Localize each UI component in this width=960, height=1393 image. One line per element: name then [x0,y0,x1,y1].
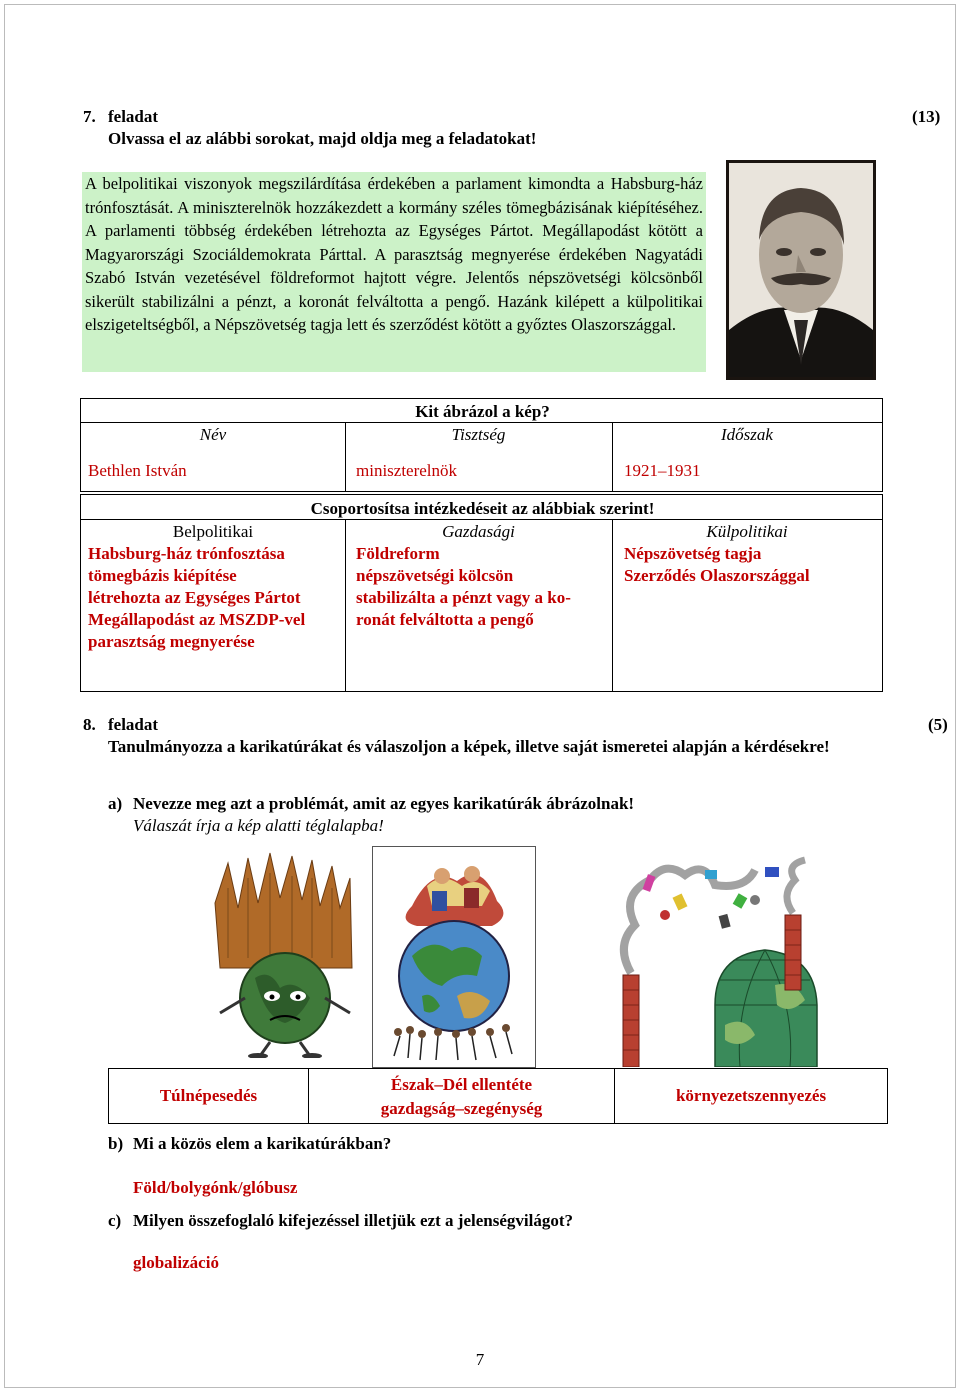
task7-points: (13) [912,107,941,126]
domestic-item: parasztság megnyerése [88,632,255,651]
qa-question: Nevezze meg azt a problémát, amit az egyes karikatúrák ábrázolnak! [133,794,635,813]
qc-question: Milyen összefoglaló kifejezéssel illetjük ezt a jelenségvilágot? [133,1211,573,1230]
answer-overpopulation: Túlnépesedés [159,1086,258,1105]
answer-pollution: környezetszennyezés [675,1086,827,1105]
foreign-item: Szerződés Olaszországgal [624,566,810,585]
economic-item: ronát felváltotta a pengő [356,610,534,629]
who-header-office: Tisztség [451,425,506,444]
who-question: Kit ábrázol a kép? [415,402,550,421]
who-header-name: Név [199,425,227,444]
task7-number: 7. [83,107,96,126]
domestic-item: Habsburg-ház trónfosztása [88,544,285,563]
qc-letter: c) [108,1211,122,1230]
north-south-cartoon-icon [372,846,536,1068]
task7-label: feladat [108,107,159,126]
task8-number: 8. [83,715,96,734]
portrait-photo [726,160,876,380]
qb-question: Mi a közös elem a karikatúrákban? [133,1134,392,1153]
who-answer-period: 1921–1931 [624,461,701,480]
economic-item: népszövetségi kölcsön [356,566,514,585]
who-answer-office: miniszterelnök [356,461,458,480]
who-header-period: Időszak [721,425,773,444]
answer-rich-poor: gazdagság–szegénység [380,1099,543,1118]
task8-label: feladat [108,715,159,734]
overpopulation-cartoon-icon [200,848,370,1058]
group-header-economic: Gazdasági [442,522,515,541]
who-answer-name: Bethlen István [88,461,187,480]
page-number: 7 [475,1350,485,1369]
qa-letter: a) [108,794,123,813]
domestic-item: létrehozta az Egységes Pártot [88,588,301,607]
answers-box [108,1068,888,1124]
group-col-foreign [624,543,810,587]
group-question: Csoportosítsa intézkedéseit az alábbiak szerint! [310,499,655,518]
qc-answer: globalizáció [133,1253,219,1272]
group-col-domestic [88,543,305,653]
qa-hint: Válaszát írja a kép alatti téglalapba! [133,816,384,835]
task7-instruction: Olvassa el az alábbi sorokat, majd oldja meg a feladatokat! [108,129,537,148]
task8-points: (5) [928,715,948,734]
group-header-domestic: Belpolitikai [172,522,254,541]
answer-north-south: Észak–Dél ellentéte [390,1075,533,1094]
domestic-item: tömegbázis kiépítése [88,566,237,585]
qb-answer: Föld/bolygónk/glóbusz [133,1178,298,1197]
group-table [80,494,883,692]
economic-item: stabilizálta a pénzt vagy a ko- [356,588,571,607]
task7-paragraph: A belpolitikai viszonyok megszilárdítása érdekében a parlament kimondta a Habsburg-ház trónfosztását. A miniszterelnök hozzákezdett a kormány széles tömegbázisának kiépítéséhez. A parlamenti többség érdekében létrehozta az Egységes Pártot. Megállapodást kötött a Magyarországi Szociáldemokrata Párttal. A parasztság megnyerése érdekében Nagyatádi Szabó István vezetésével földreformot hajtott végre. Jelentős népszövetségi kölcsönből sikerült stabilizálni a pénzt, a koronát felváltotta a pengő. Hazánk kilépett a külpolitikai elszigeteltségből, a Népszövetség tagja lett és szerződést kötött a győztes Olaszországgal. [82,172,706,372]
group-header-foreign: Külpolitikai [706,522,788,541]
domestic-item: Megállapodást az MSZDP-vel [88,610,306,629]
qb-letter: b) [108,1134,124,1153]
economic-item: Földreform [356,544,440,563]
foreign-item: Népszövetség tagja [624,544,762,563]
who-table [80,398,883,492]
group-col-economic [356,543,571,631]
task8-instruction: Tanulmányozza a karikatúrákat és válaszoljon a képek, illetve saját ismeretei alapján a kérdésekre! [108,737,830,756]
pollution-cartoon-icon [605,855,821,1067]
